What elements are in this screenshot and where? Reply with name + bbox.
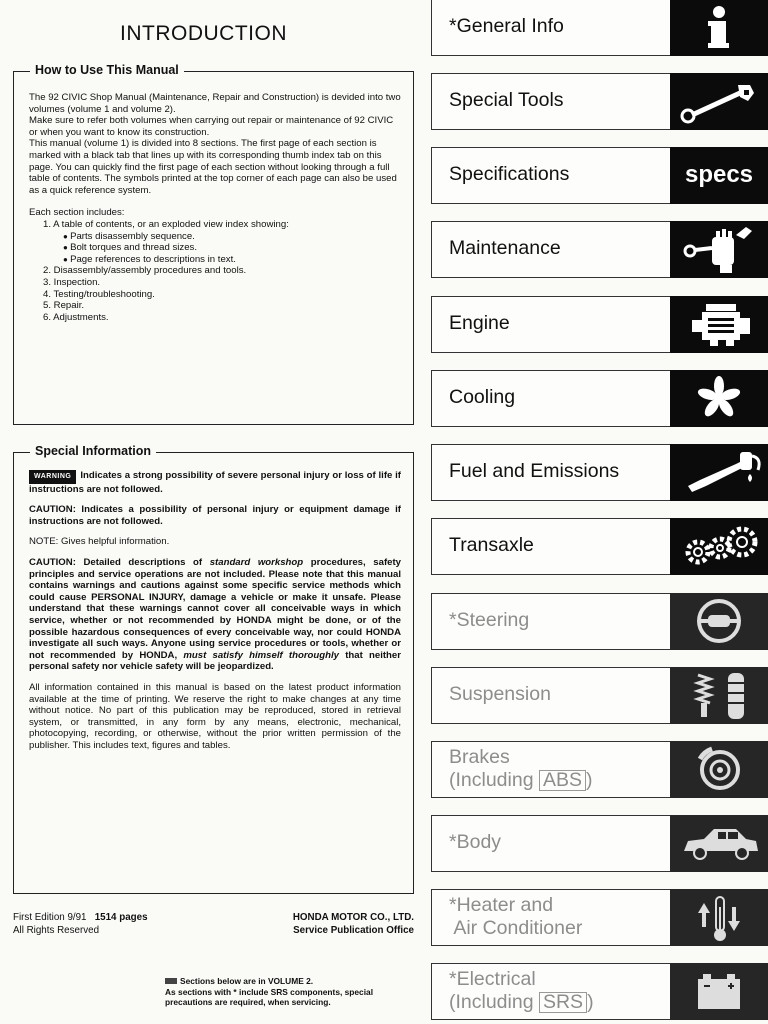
- company-name: HONDA MOTOR CO., LTD.: [292, 912, 414, 923]
- step-item: 2. Disassembly/assembly procedures and tools.: [43, 265, 247, 277]
- hand-wrench-icon: [670, 221, 768, 278]
- bullet-item: ● Page references to descriptions in text.: [63, 254, 401, 266]
- tab-heater-and-air-conditioner[interactable]: [431, 889, 768, 946]
- steering-wheel-icon: [670, 593, 768, 650]
- tab-label: Suspension: [449, 683, 551, 705]
- step-item: 6. Adjustments.: [43, 311, 109, 323]
- tab-label: *Body: [449, 831, 502, 853]
- note-paragraph: NOTE: Gives helpful information.: [29, 536, 170, 548]
- includes-heading: Each section includes:: [29, 207, 125, 219]
- brake-disc-icon: [670, 741, 768, 798]
- tab-brakes[interactable]: [431, 741, 768, 798]
- car-body-icon: [670, 815, 768, 872]
- tab-label: *Heater and Air Conditioner: [449, 894, 583, 939]
- warning-paragraph: WARNING Indicates a strong possibility of severe personal injury or loss of life if instructions are not followed.: [29, 470, 401, 495]
- publisher-info: [246, 911, 414, 937]
- tab-label: *Steering: [449, 609, 530, 631]
- step-item: 5. Repair.: [43, 300, 85, 312]
- step-item: 4. Testing/troubleshooting.: [43, 288, 155, 300]
- svg-text:specs: specs: [684, 161, 754, 188]
- page-count: 1514 pages: [94, 912, 148, 923]
- tab-electrical[interactable]: [431, 963, 768, 1020]
- special-information-content: [29, 470, 401, 760]
- tab-label: Specifications: [449, 163, 570, 185]
- tab-label: Fuel and Emissions: [449, 460, 620, 482]
- tab-cooling[interactable]: [431, 370, 768, 427]
- srs-badge: SRS: [539, 992, 587, 1013]
- caution-detail-paragraph: CAUTION: Detailed descriptions of standard workshop procedures, safety principles and service operations are not included. Please note that this manual contains warnings and cautions against some specific service methods which could cause PERSONAL INJURY, damage a vehicle or make it unsafe. Please understand that these warnings cannot cover all conceivable ways in which service, whether or not recommended by HONDA might be done, or of the possible hazardous consequences of every conceivable way, nor could HONDA investigate all such ways. Anyone using service procedures or tools, whether or not recommended by HONDA, must satisfy himself thoroughly that neither personal safety nor vehicle safety will be jeopardized.: [29, 556, 402, 673]
- tab-body[interactable]: [431, 815, 768, 872]
- steps-list: [29, 265, 401, 323]
- warning-badge: WARNING: [29, 470, 76, 484]
- tab-label: Transaxle: [449, 534, 534, 556]
- steps-list: [29, 219, 401, 231]
- special-information-box: [13, 444, 414, 894]
- gears-icon: [670, 518, 768, 575]
- how-to-use-content: [29, 92, 401, 323]
- tab-label: Brakes (Including ABS ): [449, 746, 593, 791]
- tab-label: Engine: [449, 312, 510, 334]
- how-to-paragraph: The 92 CIVIC Shop Manual (Maintenance, Repair and Construction) is devided into two volumes (volume 1 and volume 2).: [29, 92, 401, 115]
- fuel-nozzle-icon: [670, 444, 768, 501]
- how-to-paragraph: Make sure to refer both volumes when carrying out repair or maintenance of 92 CIVIC or when you want to know its construction.: [29, 115, 394, 138]
- tab-label: *General Info: [449, 15, 564, 37]
- how-to-use-heading: How to Use This Manual: [30, 63, 184, 77]
- wrench-icon: [670, 73, 768, 130]
- tab-general-info[interactable]: [431, 0, 768, 56]
- tab-maintenance[interactable]: [431, 221, 768, 278]
- tab-fuel-and-emissions[interactable]: [431, 444, 768, 501]
- tab-label: *Electrical (Including SRS ): [449, 968, 594, 1013]
- bullet-item: ● Parts disassembly sequence.: [63, 231, 401, 243]
- abs-badge: ABS: [539, 770, 586, 791]
- specs-icon: [670, 147, 768, 204]
- volume-note: Sections below are in VOLUME 2. As sections with * include SRS components, special precautions are required, when servicing.: [165, 976, 374, 1007]
- tab-label: Maintenance: [449, 237, 561, 259]
- suspension-icon: [670, 667, 768, 724]
- rights-paragraph: All information contained in this manual is based on the latest product information available at the time of printing. We reserve the right to make changes at any time without notice. No part of this publication may be reproduced, stored in retrieval system, or transmitted, in any form by any means, electronic, mechanical, photocopying, recording, or otherwise, without the prior written permission of the publisher. This includes text, figures and tables.: [29, 681, 401, 751]
- battery-icon: [670, 963, 768, 1020]
- edition-text: First Edition 9/91: [13, 912, 87, 923]
- tab-label: Special Tools: [449, 89, 564, 111]
- tab-specifications[interactable]: [431, 147, 768, 204]
- how-to-use-box: [13, 63, 414, 425]
- info-icon: [670, 0, 768, 56]
- volume-marker-icon: [165, 978, 177, 984]
- caution-paragraph: CAUTION: Indicates a possibility of personal injury or equipment damage if instructions are not followed.: [29, 504, 401, 527]
- bullet-item: ● Bolt torques and thread sizes.: [63, 242, 401, 254]
- edition-info: [13, 911, 148, 937]
- step-item: 1. A table of contents, or an exploded view index showing:: [43, 218, 289, 230]
- office-name: Service Publication Office: [293, 925, 414, 936]
- special-information-heading: Special Information: [30, 444, 156, 458]
- tab-special-tools[interactable]: [431, 73, 768, 130]
- tab-engine[interactable]: [431, 296, 768, 353]
- thermometer-icon: [670, 889, 768, 946]
- tab-steering[interactable]: [431, 593, 768, 650]
- engine-icon: [670, 296, 768, 353]
- fan-icon: [670, 370, 768, 427]
- how-to-paragraph: This manual (volume 1) is divided into 8 sections. The first page of each section is marked with a black tab that lines up with its corresponding thumb index tab on this page. You can quickly find the first page of each section without looking through a full table of contents. The symbols printed at the top corner of each page can also be used as a quick reference system.: [29, 138, 397, 196]
- tab-transaxle[interactable]: [431, 518, 768, 575]
- tab-label: Cooling: [449, 386, 516, 408]
- tab-suspension[interactable]: [431, 667, 768, 724]
- page-title: INTRODUCTION: [120, 22, 287, 45]
- bullet-list: [29, 231, 401, 266]
- step-item: 3. Inspection.: [43, 276, 101, 288]
- rights-reserved: All Rights Reserved: [13, 925, 100, 936]
